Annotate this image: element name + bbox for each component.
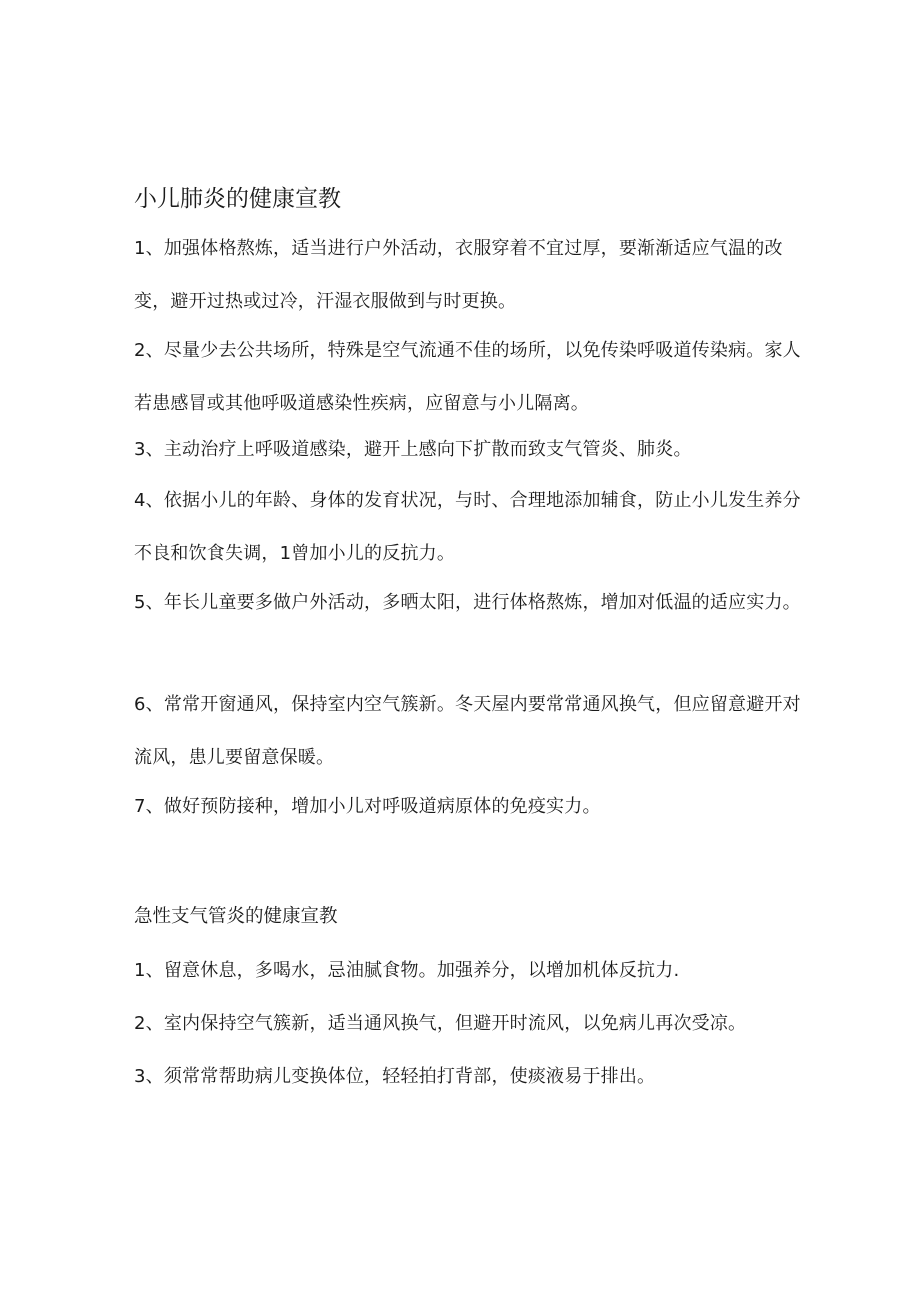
pneumonia-item-2: 2、尽量少去公共场所，特殊是空气流通不佳的场所，以免传染呼吸道传染病。家人若患感冒或其他呼吸道感染性疾病，应留意与小儿隔离。 <box>134 340 801 414</box>
section-title-pneumonia: 小儿肺炎的健康宣教 <box>134 186 341 212</box>
bronchitis-item-3: 3、须常常帮助病儿变换体位，轻轻拍打背部，使痰液易于排出。 <box>134 1066 656 1087</box>
pneumonia-item-4: 4、依据小儿的年龄、身体的发育状况，与时、合理地添加辅食，防止小儿发生养分不良和饮食失调，1曾加小儿的反抗力。 <box>134 490 801 564</box>
pneumonia-item-3: 3、主动治疗上呼吸道感染，避开上感向下扩散而致支气管炎、肺炎。 <box>134 439 692 460</box>
bronchitis-item-2: 2、室内保持空气簇新，适当通风换气，但避开时流风，以免病儿再次受凉。 <box>134 1013 747 1034</box>
bronchitis-item-1: 1、留意休息，多喝水，忌油腻食物。加强养分，以增加机体反抗力. <box>134 960 680 981</box>
pneumonia-item-5: 5、年长儿童要多做户外活动，多晒太阳，进行体格熬炼，增加对低温的适应实力。 <box>134 592 801 613</box>
pneumonia-item-7: 7、做好预防接种，增加小儿对呼吸道病原体的免疫实力。 <box>134 796 601 817</box>
pneumonia-item-6: 6、常常开窗通风，保持室内空气簇新。冬天屋内要常常通风换气，但应留意避开对流风，患儿要留意保暖。 <box>134 694 801 768</box>
section-title-bronchitis: 急性支气管炎的健康宣教 <box>134 906 338 927</box>
pneumonia-item-1: 1、加强体格熬炼，适当进行户外活动，衣服穿着不宜过厚，要渐渐适应气温的改变，避开过热或过冷，汗湿衣服做到与时更换。 <box>134 238 783 312</box>
